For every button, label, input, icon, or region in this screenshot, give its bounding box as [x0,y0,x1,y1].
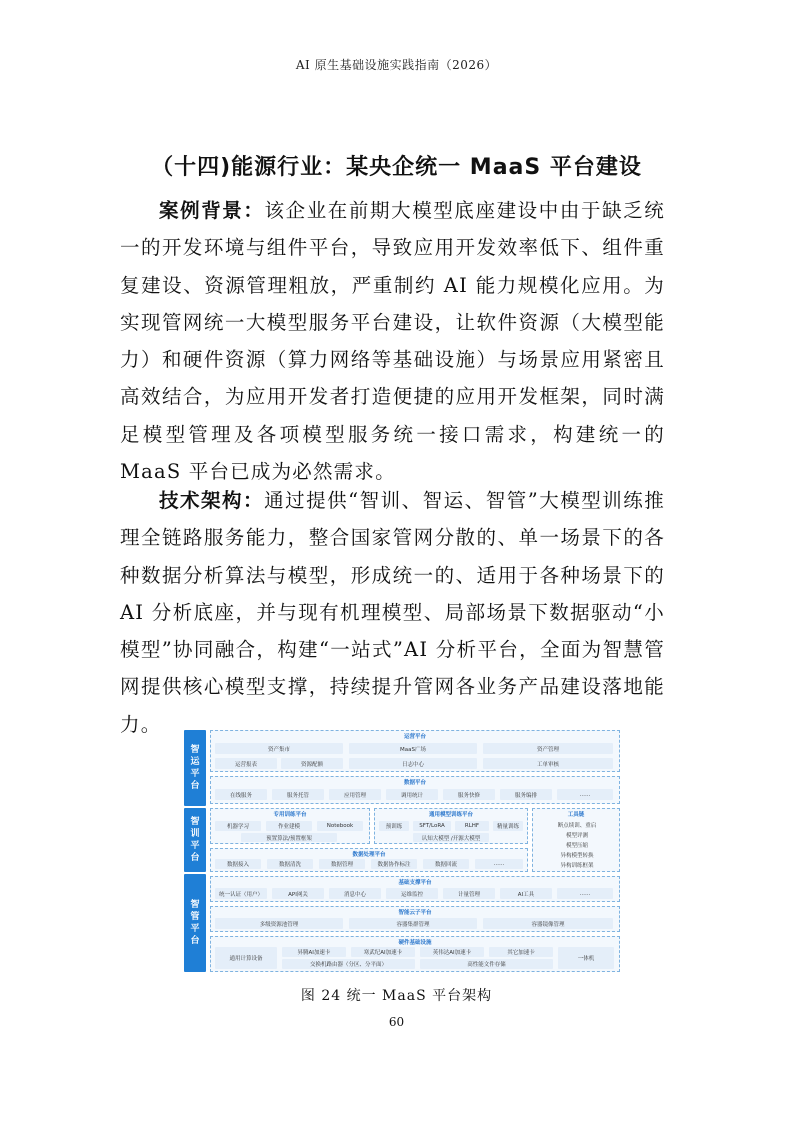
special-training-box: 预置算法/预置框架 [241,833,337,842]
running-header: AI 原生基础设施实践指南（2026） [295,58,498,72]
band-zhiyun: 智 运 平 台 [184,730,206,806]
paragraph-case-background [120,192,665,490]
cloud-box: 容器镜像管理 [483,918,613,929]
toolchain-title: 工具链 [567,812,585,818]
data-platform-title: 数据平台 [403,780,426,786]
hardware-box: 通用计算设备 [215,947,277,969]
band-zhiguan: 智 管 平 台 [184,874,206,972]
general-training-box: 预训练 [379,821,409,831]
base-support-title: 基础支撑平台 [398,880,432,886]
hardware-box: 英伟达AI加速卡 [420,947,484,957]
toolchain-panel [532,808,620,872]
ops-box: 资产集市 [215,743,343,754]
base-support-box: 消息中心 [329,888,381,899]
general-training-panel [374,808,528,844]
base-support-box: 运维监控 [386,888,438,899]
general-training-box: RLHF [455,821,489,831]
toolchain-item: 模型压缩 [565,842,588,849]
data-platform-box: 在线服务 [215,789,267,800]
hardware-box: 交换机路由器（分区、分平面） [282,959,415,969]
special-training-title: 专用训练平台 [273,812,307,818]
base-support-box: 计量管理 [443,888,495,899]
toolchain-item: 模型评测 [565,832,588,839]
paragraph-body: 该企业在前期大模型底座建设中由于缺乏统一的开发环境与组件平台，导致应用开发效率低下、组件重复建设、资源管理粗放，严重制约 AI 能力规模化应用。为实现管网统一大模型服务平台建设，让软件资源（大模型能力）和硬件资源（算力网络等基础设施）与场景应用紧密且高效结合，为应用开发者打造便捷的应用开发框架，同时满足模型管理及各项模型服务统一接口需求，构建统一的 MaaS 平台已成为必然需求。 [120,199,665,484]
data-processing-title: 数据处理平台 [352,852,386,858]
ops-box: 资源配额 [281,758,343,769]
data-processing-box: …… [475,859,523,869]
paragraph-lead: 技术架构： [159,489,265,512]
page-number: 60 [388,1015,405,1029]
data-platform-box: 服务编排 [500,789,552,800]
base-support-box: 统一认证（用户） [215,888,267,899]
special-training-box: 机器学习 [215,821,261,831]
data-platform-box: 应用管理 [329,789,381,800]
data-processing-box: 数据协作标注 [371,859,417,869]
ops-box: 日志中心 [349,758,477,769]
data-processing-box: 数据接入 [215,859,261,869]
base-support-box: API网关 [272,888,324,899]
special-training-box: Notebook [317,821,363,831]
special-training-panel [210,808,370,844]
data-processing-box: 数据回流 [423,859,469,869]
cloud-panel [210,906,620,932]
hardware-title: 硬件基础设施 [398,940,432,946]
data-processing-box: 数据管理 [319,859,365,869]
ops-box: 运营报表 [215,758,277,769]
data-platform-box: 服务快修 [443,789,495,800]
general-training-box: 精量训练 [493,821,523,831]
operations-panel [210,730,620,772]
general-training-box: 认知大模型 /开源大模型 [413,833,489,842]
base-support-box: AI工具 [500,888,552,899]
cloud-box: 多级资源池管理 [215,918,343,929]
hardware-box: 高性能文件存储 [420,959,553,969]
hardware-box: 一体机 [558,947,614,969]
general-training-title: 通用模型训练平台 [428,812,473,818]
hardware-panel [210,936,620,972]
special-training-box: 作业建模 [266,821,312,831]
ops-box: 工单审核 [483,758,613,769]
operations-title: 运营平台 [403,734,426,740]
data-processing-box: 数据清洗 [267,859,313,869]
hardware-box: 寒武纪AI加速卡 [351,947,415,957]
data-platform-box: 服务托管 [272,789,324,800]
cloud-title: 智能云子平台 [398,910,432,916]
toolchain-item: 异构训练框架 [560,862,594,869]
hardware-box: 昇腾AI加速卡 [282,947,346,957]
figure-caption: 图 24 统一 MaaS 平台架构 [300,988,493,1004]
data-processing-panel [210,848,528,872]
data-platform-panel [210,776,620,804]
architecture-figure [184,728,620,972]
ops-box: 资产管理 [483,743,613,754]
toolchain-item: 断点续训、重启 [557,822,597,829]
paragraph-lead: 案例背景： [159,199,265,222]
ops-box: MaaS广场 [349,743,477,754]
base-support-box: …… [557,888,613,899]
base-support-panel [210,876,620,902]
cloud-box: 容器集群管理 [349,918,477,929]
data-platform-box: 调用统计 [386,789,438,800]
paragraph-tech-architecture [120,482,665,743]
band-zhixun: 智 训 平 台 [184,808,206,872]
toolchain-item: 异构模型转换 [560,852,594,859]
data-platform-box: …… [557,789,613,800]
paragraph-body: 通过提供“智训、智运、智管”大模型训练推理全链路服务能力，整合国家管网分散的、单一场景下的各种数据分析算法与模型，形成统一的、适用于各种场景下的 AI 分析底座，并与现有机理模型、局部场景下数据驱动“小模型”协同融合，构建“一站式”AI 分析平台，全面为智慧管网提供核心模型支撑，持续提升管网各业务产品建设落地能力。 [120,489,665,736]
general-training-box: SFT/LoRA [413,821,451,831]
section-title: （十四)能源行业：某央企统一 MaaS 平台建设 [151,155,642,180]
hardware-box: 其它加速卡 [489,947,553,957]
